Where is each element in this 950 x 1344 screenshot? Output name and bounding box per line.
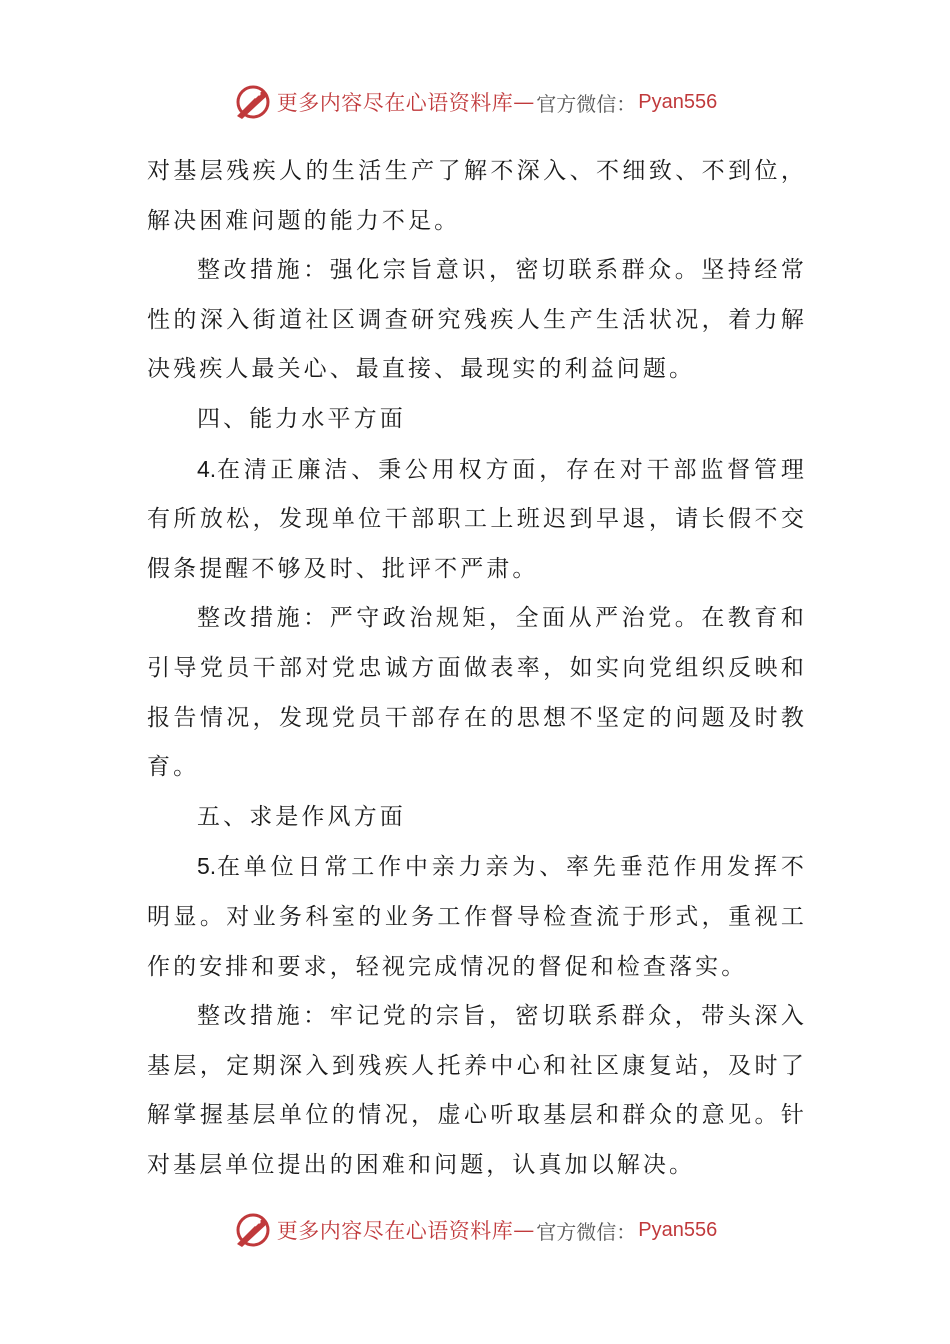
banner-site-text: 更多内容尽在心语资料库 bbox=[276, 1219, 514, 1243]
header-banner bbox=[0, 80, 950, 124]
banner-separator: — bbox=[513, 90, 535, 114]
paragraph-1: 对基层残疾人的生活生产了解不深入、不细致、不到位，解决困难问题的能力不足。 bbox=[147, 158, 807, 234]
banner-site-text: 更多内容尽在心语资料库 bbox=[276, 91, 514, 115]
banner-wechat-label: 官方微信： bbox=[536, 91, 637, 116]
paragraph-6: 整改措施：牢记党的宗旨，密切联系群众，带头深入基层，定期深入到残疾人托养中心和社区康复站，及时了解掌握基层单位的情况，虚心听取基层和群众的意见。针对基层单位提出的困难和问题，认真加以解决。 bbox=[147, 1003, 807, 1178]
banner-wechat-id: Pyan556 bbox=[638, 1218, 718, 1241]
item-number-5: 5. bbox=[197, 853, 217, 880]
paragraph-2: 整改措施：强化宗旨意识，密切联系群众。坚持经常性的深入街道社区调查研究残疾人生产生活状况，着力解决残疾人最关心、最直接、最现实的利益问题。 bbox=[147, 257, 807, 383]
paragraph-4: 整改措施：严守政治规矩，全面从严治党。在教育和引导党员干部对党忠诚方面做表率，如实向党组织反映和报告情况，发现党员干部存在的思想不坚定的问题及时教育。 bbox=[147, 605, 807, 781]
banner-wechat-id: Pyan556 bbox=[638, 90, 718, 113]
pen-nib-logo-icon bbox=[233, 1210, 273, 1250]
banner-wechat-label: 官方微信： bbox=[536, 1219, 637, 1244]
footer-banner bbox=[0, 1208, 950, 1252]
pen-nib-logo-icon bbox=[233, 82, 273, 122]
paragraph-5-text: 在单位日常工作中亲力亲为、率先垂范作用发挥不明显。对业务科室的业务工作督导检查流于形式，重视工作的安排和要求，轻视完成情况的督促和检查落实。 bbox=[147, 854, 807, 980]
section-heading-5: 五、求是作风方面 bbox=[197, 803, 406, 830]
banner-separator: — bbox=[513, 1218, 535, 1242]
item-number-4: 4. bbox=[197, 455, 217, 482]
document-body bbox=[147, 147, 807, 1190]
paragraph-3 bbox=[147, 445, 807, 595]
paragraph-5 bbox=[147, 842, 807, 992]
section-heading-4: 四、能力水平方面 bbox=[197, 405, 406, 432]
paragraph-3-text: 在清正廉洁、秉公用权方面，存在对干部监督管理有所放松，发现单位干部职工上班迟到早退，请长假不交假条提醒不够及时、批评不严肃。 bbox=[147, 456, 807, 582]
